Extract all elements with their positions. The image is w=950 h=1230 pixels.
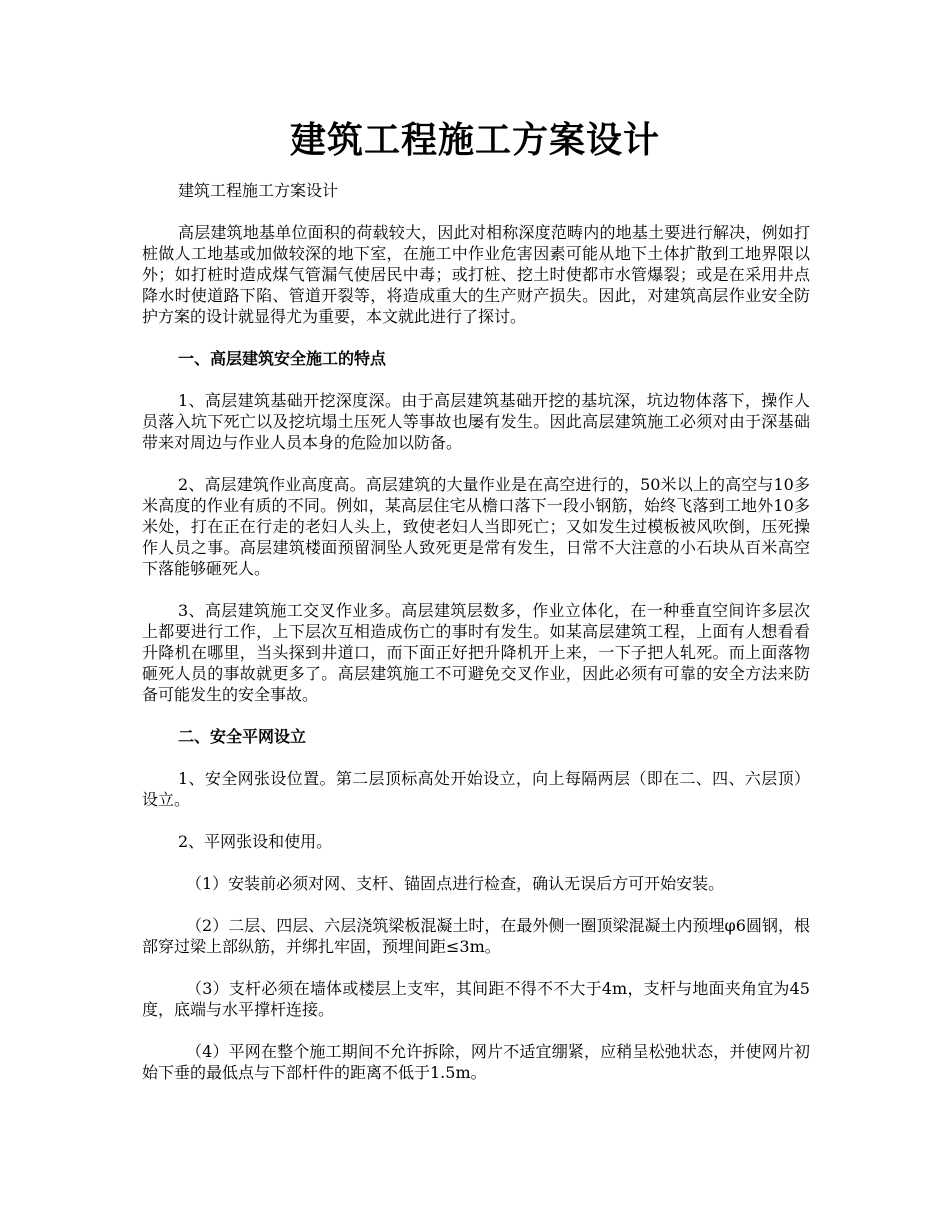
paragraph: 1、安全网张设位置。第二层顶标高处开始设立，向上每隔两层（即在二、四、六层顶）设立。	[142, 769, 810, 809]
paragraph: 2、高层建筑作业高度高。高层建筑的大量作业是在高空进行的，50米以上的高空与10多米高度的作业有质的不同。例如，某高层住宅从檐口落下一段小钢筋，始终飞落到工地外10多米处，打在正在行走的老妇人头上，致使老妇人当即死亡；又如发生过模板被风吹倒，压死操作人员之事。高层建筑楼面预留洞坠人致死更是常有发生，日常不大注意的小石块从百米高空下落能够砸死人。	[142, 475, 810, 578]
paragraph: （2）二层、四层、六层浇筑梁板混凝土时，在最外侧一圈顶梁混凝土内预埋φ6圆钢，根部穿过梁上部纵筋，并绑扎牢固，预埋间距≤3m。	[142, 916, 810, 956]
paragraph: 建筑工程施工方案设计	[178, 181, 339, 200]
paragraph: 3、高层建筑施工交叉作业多。高层建筑层数多，作业立体化，在一种垂直空间许多层次上都要进行工作，上下层次互相造成伤亡的事时有发生。如某高层建筑工程，上面有人想看看升降机在哪里，当头探到井道口，而下面正好把升降机开上来，一下子把人轧死。而上面落物砸死人员的事故就更多了。高层建筑施工不可避免交叉作业，因此必须有可靠的安全方法来防备可能发生的安全事故。	[142, 601, 810, 704]
document-body	[142, 180, 810, 1104]
paragraph: （3）支杆必须在墙体或楼层上支牢，其间距不得不不大于4m，支杆与地面夹角宜为45度，底端与水平撑杆连接。	[142, 979, 810, 1019]
document-title: 建筑工程施工方案设计	[289, 119, 660, 161]
paragraph: （1）安装前必须对网、支杆、锚固点进行检查，确认无误后方可开始安装。	[186, 874, 725, 893]
paragraph: （4）平网在整个施工期间不允许拆除，网片不适宜绷紧，应稍呈松弛状态，并使网片初始下垂的最低点与下部杆件的距离不低于1.5m。	[142, 1042, 810, 1082]
section-heading: 一、高层建筑安全施工的特点	[178, 349, 387, 368]
paragraph: 高层建筑地基单位面积的荷载较大，因此对相称深度范畴内的地基土要进行解决，例如打桩做人工地基或加做较深的地下室，在施工中作业危害因素可能从地下土体扩散到工地界限以外；如打桩时造成煤气管漏气使居民中毒；或打桩、挖土时使都市水管爆裂；或是在采用井点降水时使道路下陷、管道开裂等，将造成重大的生产财产损失。因此，对建筑高层作业安全防护方案的设计就显得尤为重要，本文就此进行了探讨。	[142, 223, 810, 326]
paragraph: 2、平网张设和使用。	[178, 832, 333, 851]
section-heading: 二、安全平网设立	[178, 727, 307, 746]
paragraph: 1、高层建筑基础开挖深度深。由于高层建筑基础开挖的基坑深，坑边物体落下，操作人员落入坑下死亡以及挖坑塌土压死人等事故也屡有发生。因此高层建筑施工必须对由于深基础带来对周边与作业人员本身的危险加以防备。	[142, 391, 810, 452]
